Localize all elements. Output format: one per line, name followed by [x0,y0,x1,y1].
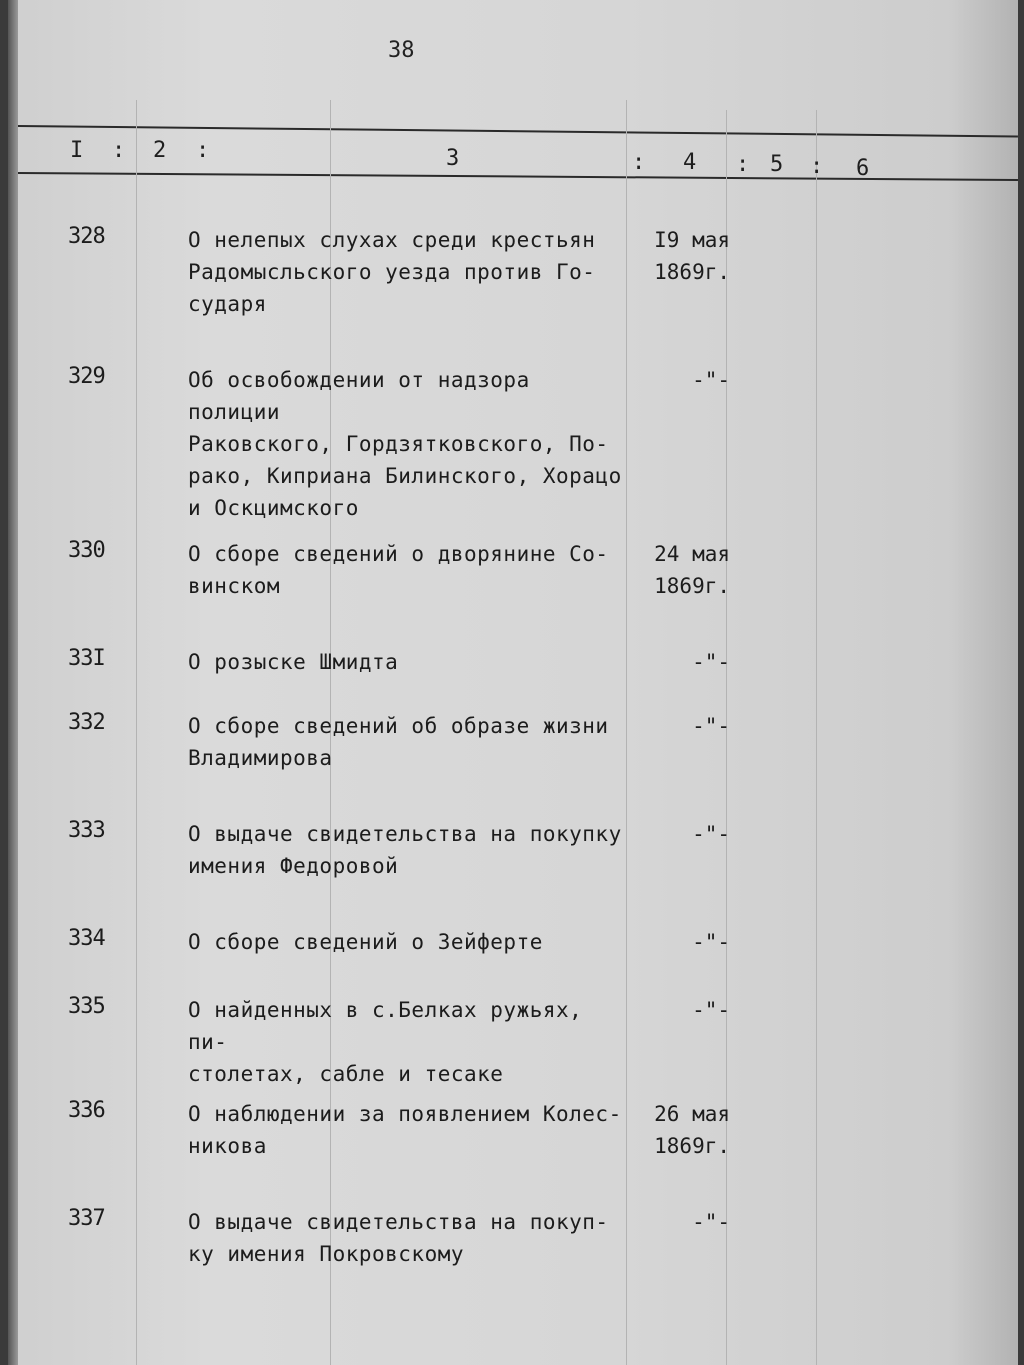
binding-edge [8,0,18,1365]
entry-title: О наблюдении за появлением Колес- никова [188,1102,622,1158]
header-sep-1: : [112,138,126,163]
header-col-3: 3 [446,146,460,171]
entry-number: 328 [68,224,105,249]
header-col-6: 6 [856,156,870,181]
entry-date: 24 мая 1869г. [654,542,730,598]
entry-number: 334 [68,926,105,951]
page-shadow [948,0,1018,1365]
entry-number: 335 [68,994,105,1019]
entry-number: 336 [68,1098,105,1123]
entry-number: 329 [68,364,105,389]
entry-number: 332 [68,710,105,735]
entry-title: О сборе сведений о Зейферте [188,930,543,954]
entry-date: -"- [692,368,730,392]
entry-date: -"- [692,822,730,846]
entry-date: -"- [692,998,730,1022]
entry-date: -"- [692,714,730,738]
header-sep-2: : [196,138,210,163]
column-divider-5 [816,110,817,1365]
entry-number: 337 [68,1206,105,1231]
header-top-rule [18,125,1018,137]
entry-title: О розыске Шмидта [188,650,399,674]
entry-title: О выдаче свидетельства на покуп- ку имения Покровскому [188,1210,609,1266]
entry-title: О найденных в с.Белках ружьях, пи- столетах, сабле и тесаке [188,998,583,1086]
entry-date: I9 мая 1869г. [654,228,730,284]
entry-title: О выдаче свидетельства на покупку имения Федоровой [188,822,622,878]
entry-date: -"- [692,650,730,674]
entry-number: 330 [68,538,105,563]
entry-number: 33I [68,646,105,671]
entry-date: 26 мая 1869г. [654,1102,730,1158]
entry-title: О нелепых слухах среди крестьян Радомысльского уезда против Го- сударя [188,228,596,316]
page-number: 38 [388,38,415,63]
entry-date: -"- [692,930,730,954]
header-sep-5: : [810,154,824,179]
entry-title: Об освобождении от надзора полиции Раковского, Гордзятковского, По- рако, Киприана Билинского, Хорацо и Оскцимского [188,368,622,520]
header-col-2: 2 [153,138,167,163]
entry-title: О сборе сведений о дворянине Со- винском [188,542,609,598]
document-page [8,0,1018,1365]
entry-title: О сборе сведений об образе жизни Владимирова [188,714,609,770]
header-col-1: I [70,138,84,163]
header-sep-3: : [632,150,646,175]
header-sep-4: : [736,152,750,177]
header-col-5: 5 [770,152,784,177]
header-col-4: 4 [683,150,697,175]
entry-date: -"- [692,1210,730,1234]
column-divider-1 [136,100,137,1365]
entry-number: 333 [68,818,105,843]
